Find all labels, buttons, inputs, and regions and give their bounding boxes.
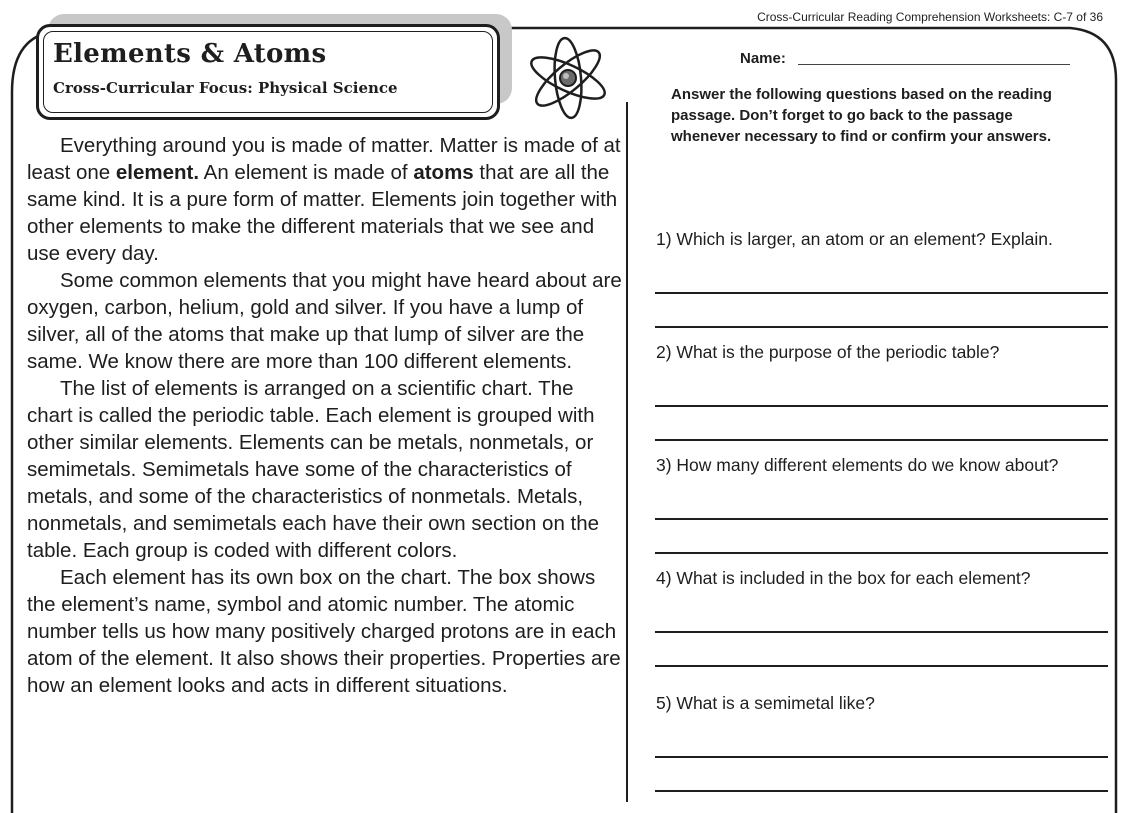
worksheet-subtitle: Cross-Curricular Focus: Physical Science bbox=[53, 79, 398, 97]
passage-paragraph-1: Everything around you is made of matter. Matter is made of at least one element. An element is made of atoms that are all the same kind. It is a pure form of matter. Elements join together with other elements to make the different materials that we see and use every day. bbox=[27, 134, 621, 265]
answer-line[interactable] bbox=[655, 518, 1108, 520]
passage-paragraph-4: Each element has its own box on the chart. The box shows the element’s name, symbol and atomic number. The atomic number tells us how many positively charged protons are in each atom of the element. It also shows their properties. Properties are how an element looks and acts in different situations. bbox=[27, 566, 621, 697]
name-label: Name: bbox=[740, 50, 786, 67]
question-1: 1) Which is larger, an atom or an element? Explain. bbox=[656, 229, 1053, 249]
instructions: Answer the following questions based on the reading passage. Don’t forget to go back to the passage whenever necessary to find or confirm your answers. bbox=[671, 86, 1052, 145]
answer-line[interactable] bbox=[655, 292, 1108, 294]
worksheet-title: Elements & Atoms bbox=[53, 39, 327, 69]
answer-line[interactable] bbox=[655, 439, 1108, 441]
term-atoms: atoms bbox=[413, 161, 474, 184]
question-4: 4) What is included in the box for each element? bbox=[656, 568, 1031, 588]
answer-line[interactable] bbox=[655, 790, 1108, 792]
question-5: 5) What is a semimetal like? bbox=[656, 693, 875, 713]
passage-paragraph-3: The list of elements is arranged on a scientific chart. The chart is called the periodic table. Each element is grouped with other similar elements. Elements can be metals, nonmetals, or semimetals. Semimetals have some of the characteristics of metals, and some of the characteristics of nonmetals. Metals, nonmetals, and semimetals each have their own section on the table. Each group is coded with different colors. bbox=[27, 377, 600, 562]
term-element: element. bbox=[115, 161, 200, 184]
answer-line[interactable] bbox=[655, 665, 1108, 667]
question-2: 2) What is the purpose of the periodic table? bbox=[656, 342, 1000, 362]
answer-line[interactable] bbox=[655, 326, 1108, 328]
column-divider bbox=[626, 102, 628, 802]
atom-icon bbox=[522, 36, 618, 120]
passage-paragraph-2: Some common elements that you might have heard about are oxygen, carbon, helium, gold and silver. If you have a lump of silver, all of the atoms that make up that lump of silver are the same. We know there are more than 100 different elements. bbox=[27, 269, 622, 373]
question-3: 3) How many different elements do we know about? bbox=[656, 455, 1059, 475]
answer-line[interactable] bbox=[655, 631, 1108, 633]
worksheet-series-note: Cross-Curricular Reading Comprehension Worksheets: C-7 of 36 bbox=[757, 10, 1103, 24]
title-box bbox=[36, 24, 500, 120]
answer-line[interactable] bbox=[655, 405, 1108, 407]
name-write-line[interactable] bbox=[798, 64, 1070, 65]
reading-passage bbox=[27, 132, 623, 699]
answer-line[interactable] bbox=[655, 552, 1108, 554]
name-field bbox=[740, 50, 1080, 70]
answer-line[interactable] bbox=[655, 756, 1108, 758]
